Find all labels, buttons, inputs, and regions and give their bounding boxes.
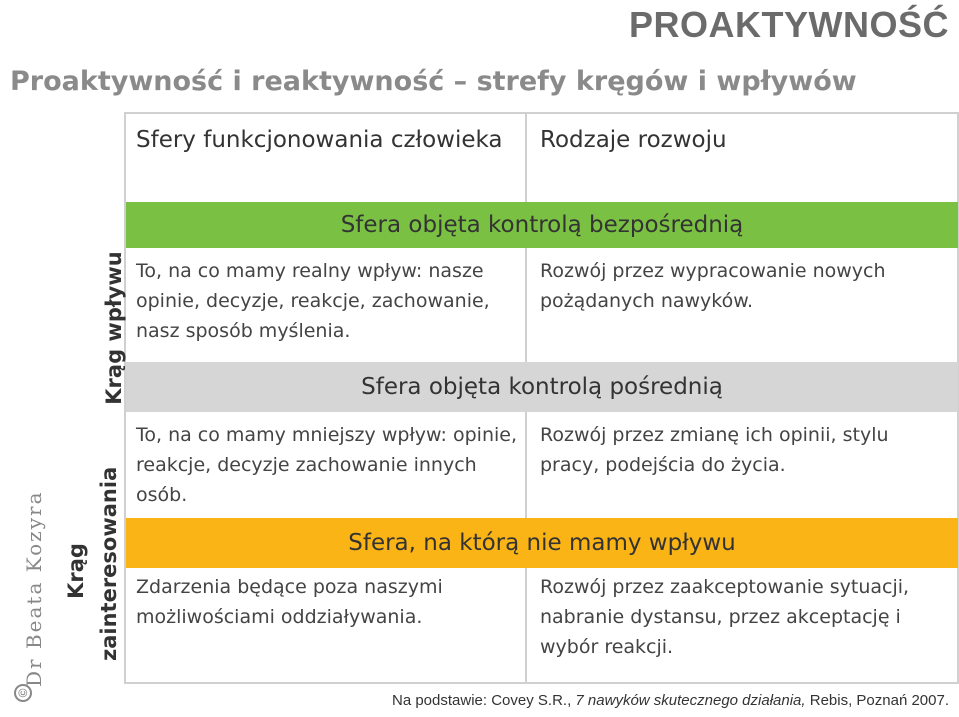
band-indirect-control: Sfera objęta kontrolą pośrednią (126, 362, 958, 412)
row-direct-left: To, na co mamy realny wpływ: nasze opinie, decyzje, reakcje, zachowanie, nasz sposób myślenia. (136, 260, 490, 342)
row-no-influence-right: Rozwój przez zaakceptowanie sytuacji, nabranie dystansu, przez akceptację i wybór reakcji. (540, 576, 910, 658)
band-no-influence: Sfera, na którą nie mamy wpływu (126, 518, 958, 568)
source-footer (392, 692, 949, 709)
header-spheres: Sfery funkcjonowania człowieka (136, 127, 503, 153)
table-border-bottom (124, 682, 959, 684)
row-no-influence-left: Zdarzenia będące poza naszymi możliwościami oddziaływania. (136, 576, 443, 628)
footer-prefix: Na podstawie: Covey S.R., (392, 692, 576, 709)
label-interest-circle-line1: Krąg (64, 543, 88, 599)
footer-book-title: 7 nawyków skutecznego działania, (575, 692, 806, 709)
band-direct-control: Sfera objęta kontrolą bezpośrednią (126, 202, 958, 248)
row-indirect-left: To, na co mamy mniejszy wpływ: opinie, reakcje, decyzje zachowanie innych osób. (136, 424, 518, 506)
slide-title: Proaktywność i reaktywność – strefy kręgów i wpływów (10, 66, 857, 97)
footer-suffix: Rebis, Poznań 2007. (805, 692, 949, 709)
label-influence-circle: Krąg wpływu (102, 251, 126, 405)
row-direct-right: Rozwój przez wypracowanie nowych pożądanych nawyków. (540, 260, 886, 312)
table-border-top (124, 112, 959, 114)
label-interest-circle-line2: zainteresowania (97, 466, 121, 661)
brand-title: PROAKTYWNOŚĆ (629, 4, 949, 45)
copyright-icon: © (14, 684, 32, 702)
header-development-types: Rodzaje rozwoju (540, 127, 727, 153)
row-indirect-right: Rozwój przez zmianę ich opinii, stylu pracy, podejścia do życia. (540, 424, 889, 476)
author-label: Dr Beata Kozyra (22, 490, 46, 687)
